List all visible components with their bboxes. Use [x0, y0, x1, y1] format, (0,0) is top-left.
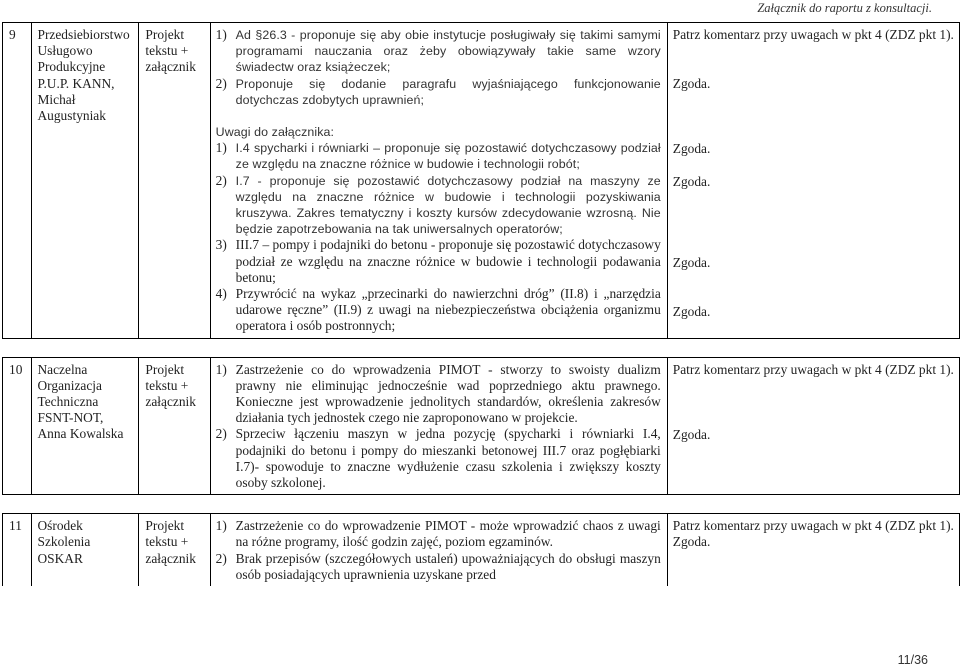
response-text: Patrz komentarz przy uwagach w pkt 4 (ZDZ pkt 1).	[672, 518, 954, 534]
response-text: Zgoda.	[672, 173, 711, 189]
table-row	[3, 514, 960, 586]
response-text: Zgoda.	[672, 426, 711, 442]
remark-item: 2) I.7 - proponuje się pozostawić dotychczasowy podział na maszyny ze względu na znaczne różnice w budowie i technologii pozyskiwania kruszywa. Zakres tematyczny i koszty kursów zdecydowanie wzrosną. Nie będzie zapotrzebowania na tak uniwersalnych operatorów;	[215, 172, 661, 237]
remark-item: 1) Zastrzeżenie co do wprowadzenia PIMOT - stworzy to swoisty dualizm prawny nie eliminując jednocześnie wad poprzedniego aktu prawnego. Konieczne jest wprowadzenie jednolitych standardów, określenia zakresów działania tych jednostek czego nie zaproponowano w projekcie.	[215, 361, 661, 426]
response-text: Zgoda.	[672, 141, 711, 157]
entity-name: Przedsiebiorstwo Usługowo Produkcyjne P.U.P. KANN, Michał Augustyniak	[31, 23, 139, 339]
remark-item: 2) Brak przepisów (szczegółowych ustaleń) upoważniających do obsługi maszyn osób posiadających uprawnienia uzyskane przed	[215, 550, 661, 582]
response-cell	[667, 514, 959, 586]
row-number: 9	[3, 23, 32, 339]
response-cell	[667, 357, 959, 495]
response-text: Patrz komentarz przy uwagach w pkt 4 (ZDZ pkt 1).	[672, 27, 954, 42]
remark-item: 1) Zastrzeżenie co do wprowadzenie PIMOT - może wprowadzić chaos z uwagi na różne programy, ilość godzin zajęć, poziom egzaminów.	[215, 518, 661, 550]
remark-item: 2) Sprzeciw łączeniu maszyn w jedna pozycję (spycharki i równiarki I.4, podajniki do betonu i pompy do mieszanki betonowej III.7 oraz pogłębiarki I.7)- spowoduje to znaczne wydłużenie czasu szkolenia i zwiększy koszty osoby szkolonej.	[215, 426, 661, 491]
scope: Projekt tekstu + załącznik	[139, 357, 210, 495]
response-text: Patrz komentarz przy uwagach w pkt 4 (ZDZ pkt 1).	[672, 361, 954, 377]
scope: Projekt tekstu + załącznik	[139, 23, 210, 339]
remark-item: 1) I.4 spycharki i równiarki – proponuje się pozostawić dotychczasowy podział ze względu na znaczne różnice w budowie i technologii robót;	[215, 140, 661, 172]
response-text: Zgoda.	[672, 534, 711, 550]
scope: Projekt tekstu + załącznik	[139, 514, 210, 586]
consultation-table	[2, 22, 960, 586]
response-text: Zgoda.	[672, 76, 711, 92]
page-number: 11/36	[897, 653, 928, 667]
entity-name: Naczelna Organizacja Techniczna FSNT-NOT, Anna Kowalska	[31, 357, 139, 495]
response-text: Zgoda.	[672, 254, 711, 270]
remark-item: 3) III.7 – pompy i podajniki do betonu - proponuje się pozostawić dotychczasowy podział ze względu na znaczne różnice w budowie i technologii podawania betonu;	[215, 237, 661, 285]
remark-item: 2) Proponuje się dodanie paragrafu wyjaśniającego funkcjonowanie dotychczas zdobytych uprawnień;	[215, 75, 661, 107]
attachment-note: Załącznik do raportu z konsultacji.	[757, 1, 932, 15]
remark-item: 4) Przywrócić na wykaz „przecinarki do nawierzchni dróg” (II.8) i „narzędzia udarowe ręczne” (II.9) z uwagi na niebezpieczeństwa obciążenia organizmu operatora i osób postronnych;	[215, 286, 661, 334]
remark-item: 1) Ad §26.3 - proponuje się aby obie instytucje posługiwały się takimi samymi programami nauczania oraz żeby obowiązywały takie same wzory świadectw oraz książeczek;	[215, 27, 661, 75]
remarks-cell	[210, 357, 667, 495]
response-text: Zgoda.	[672, 304, 711, 320]
table-row	[3, 357, 960, 495]
table-row	[3, 23, 960, 339]
entity-name: Ośrodek Szkolenia OSKAR	[31, 514, 139, 586]
row-number: 11	[3, 514, 32, 586]
attachment-remarks-heading: Uwagi do załącznika:	[215, 125, 335, 140]
row-number: 10	[3, 357, 32, 495]
remarks-cell	[210, 23, 667, 339]
remarks-cell	[210, 514, 667, 586]
response-cell	[667, 23, 959, 339]
